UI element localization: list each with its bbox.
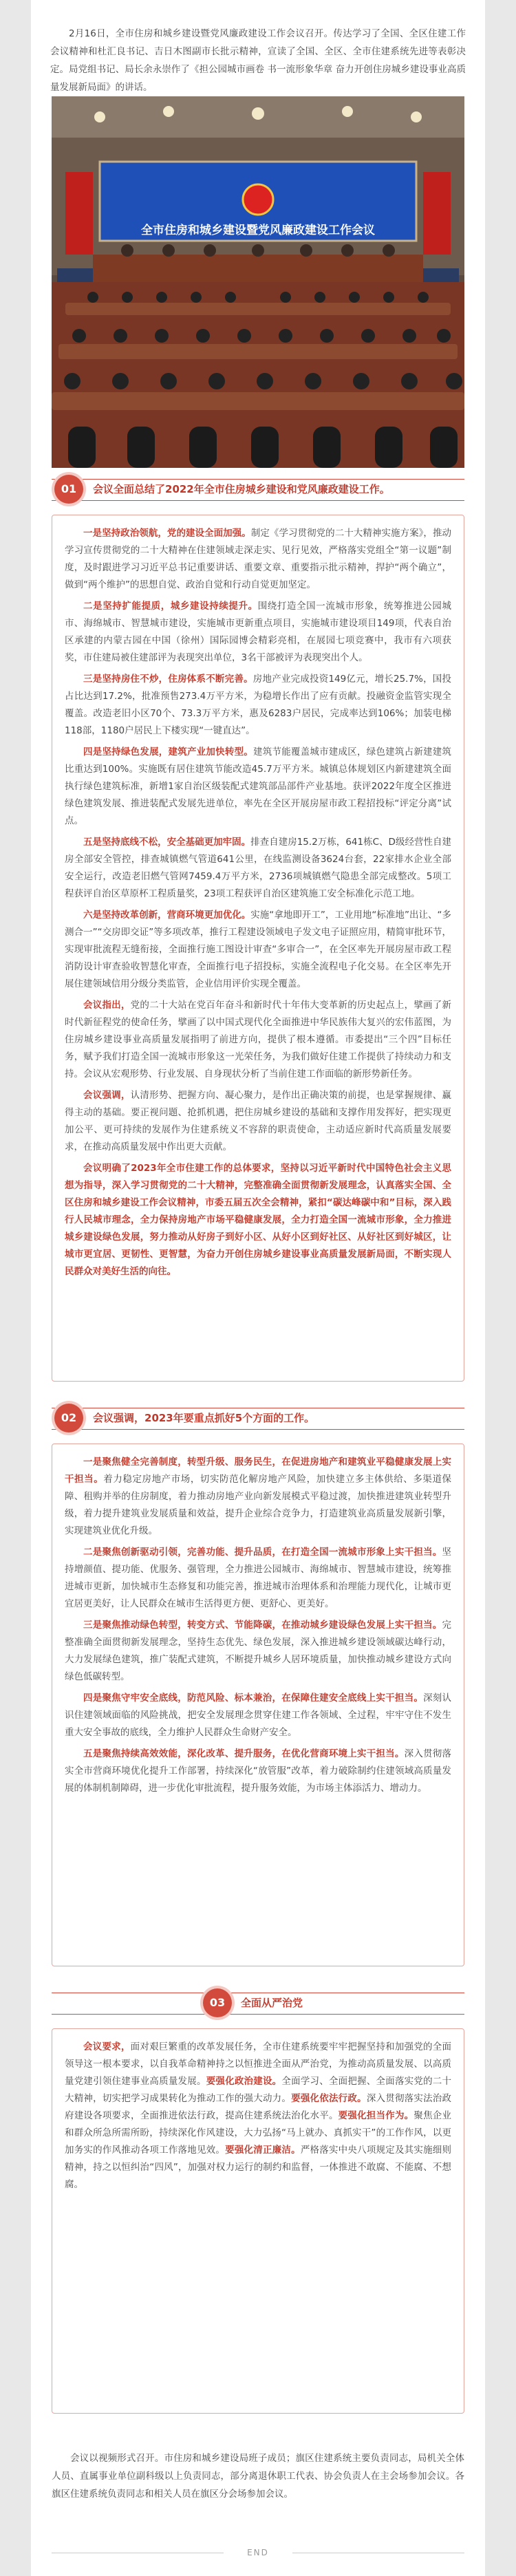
section-1-para: 六是坚持改革创新，营商环境更加优化。实施“拿地即开工”，工业用地“标准地”出让、“多测合一”“交房即交证”等多项改革，推行工程建设领域电子发文电子证照应用，精简审批环节，实现审批流程无缝衔接，全面推行施工图设计审查“多审合一”，在全区率先开展房屋市政工程消防设计审查验收智慧化审查，全面推行电子招投标，实施全流程电子化交易。在全区率先开展住建领域信用分级分类监管，企业信用评价实现全覆盖。 xyxy=(65,910,451,989)
banner-text: 全市住房和城乡建设暨党风廉政建设工作会议 xyxy=(141,224,375,237)
section-1-para: 四是坚持绿色发展，建筑产业加快转型。建筑节能覆盖城市建成区，绿色建筑占新建建筑比重达到100%。实施既有居住建筑节能改造45.7万平方米。城镇总体规划区内新建建筑全面执行绿色建筑标准，新增1家自治区级装配式建筑部品部件产业基地。获评2022年度全区推进绿色建筑发展、推进装配式发展先进单位，率先在全区开展房屋市政工程招投标“评定分离”试点。 xyxy=(65,747,452,826)
section-1-para: 五是坚持底线不松，安全基础更加牢固。排查自建房15.2万栋，641栋C、D级经营性自建房全部安全管控，排查城镇燃气管道641公里，在线监测设备3624台套，22家排水企业全部安全运行，改造老旧燃气管网7459.4万平方米，2736项城镇燃气隐患全部完成整改。5项工程获评自治区草原杯工程质量奖，23项工程获评自治区建筑施工安全标准化示范工地。 xyxy=(65,837,451,899)
section-2-header xyxy=(52,1404,464,1432)
section-3-body xyxy=(52,2028,464,2414)
section-2-para: 二是聚焦创新驱动引领，完善功能、提升品质，在打造全国一流城市形象上实干担当。坚持增颜值、提功能、优服务、强管理，全力推进公园城市、海绵城市、智慧城市建设，统筹推进城市更新，加快城市生态修复和功能完善，推进城市治理体系和治理能力现代化，让城市更宜居更美好，让人民群众在城市生活得更方便、更舒心、更美好。 xyxy=(65,1547,451,1609)
meeting-photo xyxy=(52,96,464,468)
section-2-para: 五是聚焦持续高效效能，深化改革、提升服务，在优化营商环境上实干担当。深入贯彻落实全市营商环境优化提升工作部署，持续深化“放管服”改革，着力破除制约住建领域高质量发展的体制机制障碍，进一步优化审批流程，提升服务效能，为市场主体添活力、增动力。 xyxy=(65,1748,452,1794)
section-2-para: 三是聚焦推动绿色转型，转变方式、节能降碳，在推动城乡建设绿色发展上实干担当。完整准确全面贯彻新发展理念，坚持生态优先、绿色发展，深入推进城乡建设领域碳达峰行动，大力发展绿色建筑，推广装配式建筑，不断提升城乡人居环境质量，加快推动城乡建设方式向绿色低碳转型。 xyxy=(65,1620,451,1682)
intro-paragraph: 2月16日，全市住房和城乡建设暨党风廉政建设工作会议召开。传达学习了全国、全区住建工作会议精神和杜汇良书记、吉日木图副市长批示精神，宣读了全国、全区、全市住建系统先进等表彰决定。局党组书记、局长余永崇作了《担公园城市画卷 书一流形象华章 奋力开创住房城乡建设事业高质量发展新局面》的讲话。 xyxy=(50,28,466,93)
section-1-number: 01 xyxy=(54,475,83,504)
section-1-header xyxy=(52,475,464,504)
section-2-body xyxy=(52,1443,464,1966)
section-3-header xyxy=(52,1988,464,2017)
section-3-number: 03 xyxy=(203,1988,232,2017)
section-1-title: 会议全面总结了2022年全市住房城乡建设和党风廉政建设工作。 xyxy=(93,483,390,495)
section-2-title: 会议强调，2023年要重点抓好5个方面的工作。 xyxy=(93,1412,315,1424)
end-label: END xyxy=(247,2548,269,2557)
section-1-body xyxy=(52,515,464,1382)
article-page xyxy=(31,0,485,2576)
section-1-para: 会议明确了2023年全市住建工作的总体要求，坚持以习近平新时代中国特色社会主义思想为指导，深入学习贯彻党的二十大精神，完整准确全面贯彻新发展理念，认真落实全国、全区住房和城乡建设工作会议精神，市委五届五次全会精神，紧扣“碳达峰碳中和”目标，深入践行人民城市理念，全力保持房地产市场平稳健康发展，全力打造全国一流城市形象，全力推进城乡建设绿色发展，努力推动从好房子到好小区、从好小区到好社区、从好社区到好城区，让城市更宜居、更韧性、更智慧，为奋力开创住房城乡建设事业高质量发展新局面，不断实现人民群众对美好生活的向往。 xyxy=(65,1163,452,1277)
section-3-title: 全面从严治党 xyxy=(240,1997,303,2009)
section-2-number: 02 xyxy=(54,1404,83,1432)
section-2-para: 一是聚焦健全完善制度，转型升级、服务民生，在促进房地产和建筑业平稳健康发展上实干担当。着力稳定房地产市场，切实防范化解房地产风险，加快建立多主体供给、多渠道保障、租购并举的住房制度，着力推动房地产业向新发展模式平稳过渡，加快推进建筑业转型升级，着力提升建筑业发展质量和效益，提升企业综合竞争力，打造建筑业高质量发展新引擎，实现建筑业优化升级。 xyxy=(65,1457,452,1536)
closing-paragraph: 会议以视频形式召开。市住房和城乡建设局班子成员；旗区住建系统主要负责同志，局机关全体人员、直属事业单位副科级以上负责同志，部分离退休职工代表、协会负责人在主会场参加会议。各旗区住建系统负责同志和相关人员在旗区分会场参加会议。 xyxy=(52,2453,464,2500)
end-marker xyxy=(52,2546,464,2559)
section-3-para: 会议要求，面对艰巨繁重的改革发展任务，全市住建系统要牢牢把握坚持和加强党的全面领导这一根本要求，以自我革命精神持之以恒推进全面从严治党，为推动高质量发展、以高质量党建引领住建事业高质量发展。要强化政治建设。全面学习、全面把握、全面落实党的二十大精神，切实把学习成果转化为推动工作的强大动力。要强化依法行政。深入贯彻落实法治政府建设各项要求，全面推进依法行政，提高住建系统法治化水平。要强化担当作为。聚焦企业和群众所急所需所盼，持续深化作风建设，大力弘扬“马上就办、真抓实干”的工作作风，以更加务实的作风推动各项工作落地见效。要强化清正廉洁。严格落实中央八项规定及其实施细则精神，持之以恒纠治“四风”，加强对权力运行的制约和监督，一体推进不敢腐、不能腐、不想腐。 xyxy=(65,2041,452,2190)
section-1-para: 二是坚持扩能提质，城乡建设持续提升。围绕打造全国一流城市形象，统筹推进公园城市、海绵城市、智慧城市建设，实施城市更新重点项目，实施城市建设项目149项，代表自治区承建的内蒙古园在中国（徐州）国际园博会精彩亮相，在展园七项竞赛中，我市有六项获奖，市住建局被住建部评为表现突出单位，3名干部被评为表现突出个人。 xyxy=(65,601,451,663)
section-2-para: 四是聚焦守牢安全底线，防范风险、标本兼治，在保障住建安全底线上实干担当。深刻认识住建领域面临的风险挑战，把安全发展理念贯穿住建工作各领域、全过程，牢牢守住不发生重大安全事故的底线，全力维护人民群众生命财产安全。 xyxy=(65,1693,452,1738)
section-1-para: 三是坚持房住不炒，住房体系不断完善。房地产业完成投资149亿元，增长25.7%，国投占比达到17.2%，批准预售273.4万平方米，为稳增长作出了应有贡献。投融资金监管实现全覆盖。改造老旧小区70个、73.3万平方米，惠及6283户居民，完成率达到106%；加装电梯118部，1180户居民上下楼实现“一键直达”。 xyxy=(65,674,452,736)
section-1-para: 会议强调，认清形势、把握方向、凝心聚力，是作出正确决策的前提，也是掌握规律、赢得主动的基础。要正视问题、抢抓机遇，把住房城乡建设的基础和支撑作用发挥好，把实现更加公平、更可持续的发展作为住建系统义不容辞的职责使命，主动适应新时代高质量发展要求，在推动高质量发展中作出更大贡献。 xyxy=(65,1090,452,1152)
section-1-para: 一是坚持政治领航，党的建设全面加强。制定《学习贯彻党的二十大精神实施方案》，推动学习宣传贯彻党的二十大精神在住建领域走深走实、见行见效，严格落实党组全“第一议题”制度，及时跟进学习习近平总书记重要讲话、重要文章、重要指示批示精神，捍护“两个确立”，做到“两个维护”的思想自觉、政治自觉和行动自觉更加坚定。 xyxy=(65,528,452,590)
section-1-para: 会议指出，党的二十大站在党百年奋斗和新时代十年伟大变革新的历史起点上，擘画了新时代新征程党的使命任务，擘画了以中国式现代化全面推进中华民族伟大复兴的宏伟蓝图，为住房城乡建设事业高质量发展指明了前进方向，提供了根本遵循。市委提出“三个四”目标任务，赋予我们打造全国一流城市形象这一光荣任务，为我们做好住建工作提供了持续动力和支持。会议从宏观形势、行业发展、自身现状分析了当前住建工作面临的新形势新任务。 xyxy=(65,1000,452,1080)
